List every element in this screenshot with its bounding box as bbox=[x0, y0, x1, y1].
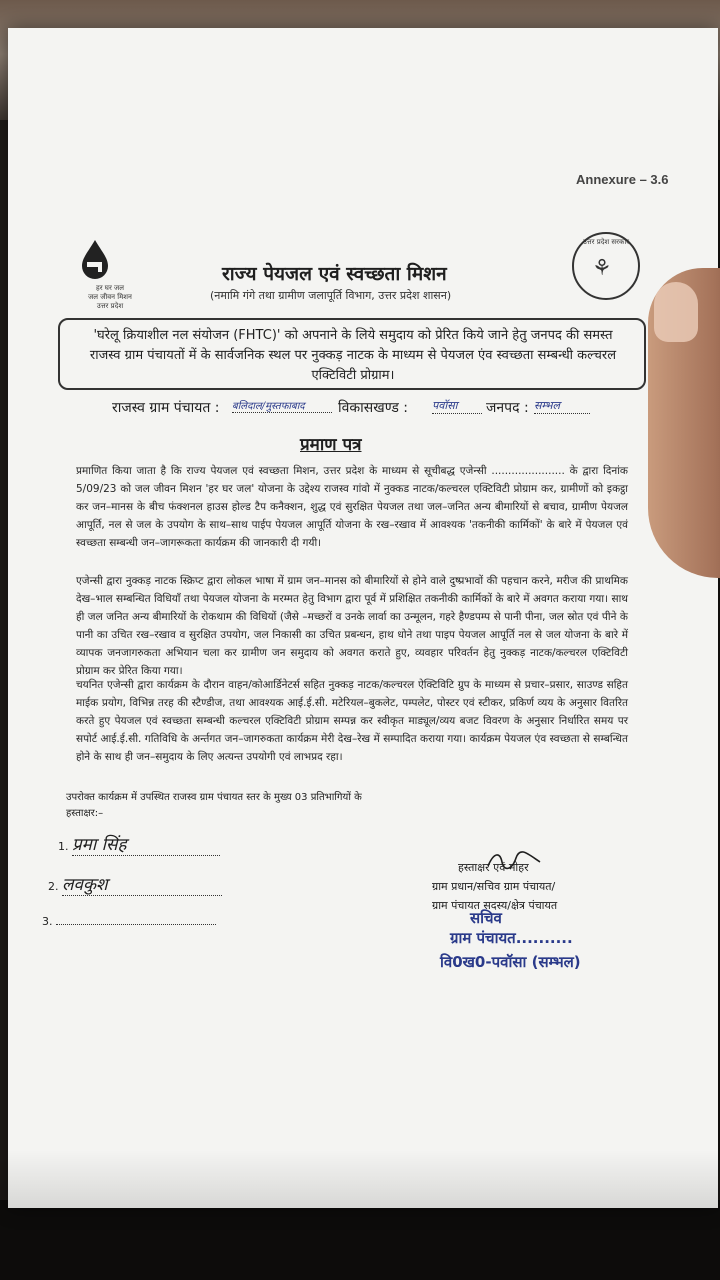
signatory-block bbox=[432, 858, 557, 915]
village-label: राजस्व ग्राम पंचायत : bbox=[112, 400, 220, 416]
jal-logo-line3: उत्तर प्रदेश bbox=[96, 302, 124, 310]
notice-text: 'घरेलू क्रियाशील नल संयोजन (FHTC)' को अपनाने के लिये समुदाय को प्रेरित किये जाने हेतु जनपद की समस्त राजस्व ग्राम पंचायतों में के सार्वजनिक स्थल पर नुक्कड़ नाटक के माध्यम से पेयजल एंव स्वच्छता सम्बन्धी कल्चरल एक्टिविटी प्रोग्राम। bbox=[89, 328, 617, 383]
village-value: बलिदाल/मुस्तफाबाद bbox=[232, 398, 332, 413]
witness-line-2 bbox=[48, 872, 222, 896]
certificate-paragraph-2: एजेन्सी द्वारा नुक्कड़ नाटक स्क्रिप्ट द्वारा लोकल भाषा में ग्राम जन–मानस को बीमारियों से होने वाले दुष्प्रभावों की पहचान करने, मरीज की प्राथमिक देख–भाल सम्बन्धित विधियाँ तथा पेयजल योजना के मरम्मत हेतु विभाग द्वारा पूर्व में प्रशिक्षित तकनीकी कार्मिकों के बारे में अवगत कराया गया। साथ ही जल जनित अन्य बीमारियों के रोकथाम की विधियों (जैसे –मच्छरों व उनके लार्वा का उन्मूलन, गहरे हैण्डपम्प से पानी पीना, जल स्रोत एवं पीने के पानी का उचित रख–रखाव व सुरक्षित उपयोग, जल निकासी का उचित प्रबन्धन, हाथ धोने तथा पाइप पेयजल आपूर्ति नल से जल योजना के बारे में व्यापक जनजागरुकता अभियान चला कर ग्रामीण जन समुदाय को अवगत कराते हुए, व्यवहार परिवर्तन हेतु नुक्कड़ नाटक/कल्चरल एक्टिविटी प्रोग्राम कर प्रेरित किया गया। bbox=[76, 575, 628, 677]
block-value: पवॉसा bbox=[432, 398, 482, 414]
up-seal-text: उत्तर प्रदेश सरकार bbox=[582, 238, 630, 246]
annexure-label: Annexure – 3.6 bbox=[576, 172, 669, 187]
witness-line-1 bbox=[58, 832, 220, 856]
certificate-paragraph-3: चयनित एजेन्सी द्वारा कार्यक्रम के दौरान वाहन/कोआर्डिनेटर्स सहित नुक्कड़ नाटक/कल्चरल ऐक्टिविटि ग्रुप के माध्यम से प्रचार–प्रसार, साउण्ड सहित माईक प्रयोग, विभिन्न तरह की स्टैण्डीज, तथा आवश्यक आई.ई.सी. मटेरियल–बुकलेट, पम्पलेट, पोस्टर एवं स्टीकर, प्रकिर्ण व्यय के अनुसार वितरित करते हुए पेयजल एवं स्वच्छता सम्बन्धी कल्चरल एक्टिविटी प्रोग्राम सम्पन्न कर स्वीकृत माड्यूल/व्यय बजट विवरण के अनुसार निर्धारित समय पर सपोर्ट आई.ई.सी. गतिविधि के अर्न्तगत जन–जागरुकता कार्यक्रम मेरी देख–रेख में सम्पादित कराया गया। कार्यक्रम पेयजल एंव स्वच्छता से सम्बन्धित होने के साथ ही जन–समुदाय के लिए अत्यन्त उपयोगी एवं लाभप्रद रहा। bbox=[76, 679, 628, 763]
witness-number: 2. bbox=[48, 880, 59, 893]
witness-number: 3. bbox=[42, 915, 53, 928]
thumb-nail bbox=[654, 282, 698, 342]
organization-subtitle: (नमामि गंगे तथा ग्रामीण जलापूर्ति विभाग, उत्तर प्रदेश शासन) bbox=[210, 289, 452, 302]
stamp-secretary: सचिव bbox=[470, 909, 502, 927]
stamp-gram-panchayat: ग्राम पंचायत.......... bbox=[450, 929, 573, 947]
district-label: जनपद : bbox=[486, 400, 529, 416]
jal-jeevan-logo bbox=[78, 238, 142, 311]
signatory-line3: ग्राम पंचायत सदस्य/क्षेत्र पंचायत bbox=[432, 899, 558, 912]
jal-logo-line2: जल जीवन मिशन bbox=[88, 293, 132, 301]
witness-signature bbox=[56, 912, 216, 925]
witness-signature: लवकुश bbox=[62, 872, 222, 896]
uttar-pradesh-emblem-icon: ⚘ bbox=[592, 256, 612, 281]
signatory-line1: हस्ताक्षर एवं मोहर bbox=[458, 861, 529, 874]
witness-number: 1. bbox=[58, 840, 69, 853]
certificate-title: प्रमाण पत्र bbox=[300, 435, 362, 455]
signatory-line2: ग्राम प्रधान/सचिव ग्राम पंचायत/ bbox=[432, 880, 556, 893]
paper-edge-shadow bbox=[0, 1150, 720, 1210]
background-bottom bbox=[0, 1200, 720, 1280]
up-government-seal bbox=[572, 232, 640, 300]
district-value: सम्भल bbox=[534, 398, 590, 414]
stamp-block: वि0ख0-पवॉसा (सम्भल) bbox=[440, 953, 581, 971]
organization-title: राज्य पेयजल एवं स्वच्छता मिशन bbox=[222, 263, 447, 285]
witness-signature: प्रमा सिंह bbox=[72, 832, 220, 856]
jal-logo-line1: हर घर जल bbox=[96, 284, 124, 292]
block-label: विकासखण्ड : bbox=[338, 400, 409, 416]
witness-line-3 bbox=[42, 912, 216, 928]
witness-heading: उपरोक्त कार्यक्रम में उपस्थित राजस्व ग्राम पंचायत स्तर के मुख्य 03 प्रतिभागियों के हस्ताक्षर:– bbox=[66, 792, 362, 819]
certificate-paragraph-1: प्रमाणित किया जाता है कि राज्य पेयजल एवं स्वच्छता मिशन, उत्तर प्रदेश के माध्यम से सूचीबद्ध एजेन्सी ...................... के द्वारा दिनांक 5/09/23 को जल जीवन मिशन 'हर घर जल' योजना के उद्देश्य राजस्व गांवो में नुक्कड नाटक/कल्चरल एक्टिविटी प्रोग्राम कर, ग्रामीणों को इकट्ठा कर जन–मानस के बीच फंक्शनल हाउस होल्ड टैप कनैक्शन, शुद्ध एवं सुरक्षित पेयजल तथा जल–जनित अन्य बीमारियों से बचाव, ग्रामीण पेयजल आपूर्ति, नल से जल के उपयोग के साथ–साथ पाईप पेयजल आपूर्ति योजना के रख–रखाव में आवश्यक 'तकनीकी कार्मिकों' के बारे में पेयजल एवं स्वच्छता सम्बन्धी जन–जागरूकता कार्यक्रम की जानकारी दी गयी। bbox=[76, 465, 628, 549]
water-drop-tap-icon bbox=[78, 238, 112, 280]
